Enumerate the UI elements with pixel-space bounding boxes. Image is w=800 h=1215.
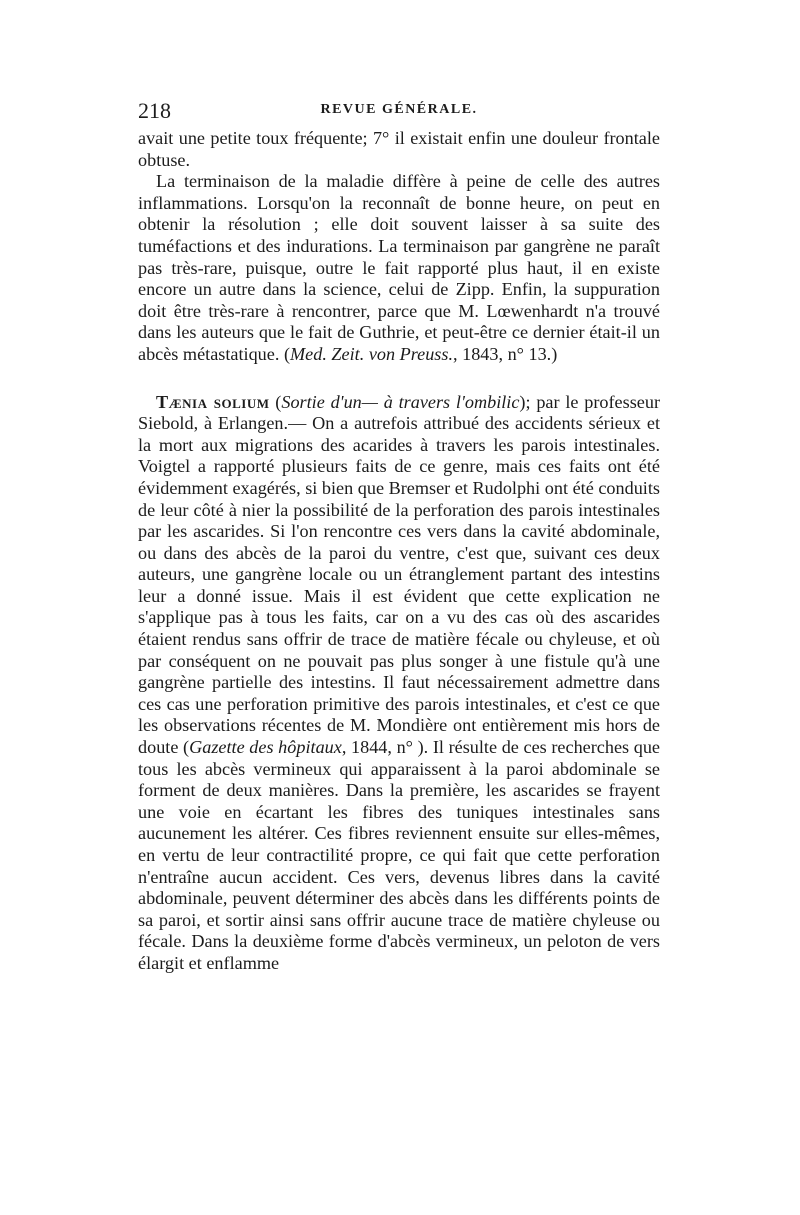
section-separator bbox=[138, 366, 660, 392]
reference-gazette: Gazette des hôpitaux bbox=[189, 737, 342, 758]
article-body: ); par le professeur Siebold, à Erlangen.— On a autrefois attribué des accidents sérieux et la mort aux migrations des acarides à travers les parois intestinales. Voigtel a rapporté plusieurs faits de ce genre, mais ces faits ont été évidemment exagérés, si bien que Bremser et Rudolphi ont été conduits de leur côté à nier la possibilité de la perforation des parois intestinales par les ascarides. Si l'on rencontre ces vers dans la cavité abdominale, ou dans des abcès de la paroi du ventre, c'est que, suivant ces deux auteurs, une gangrène locale ou un étranglement partant des intestins leur a donné issue. Mais il est évident que cette explication ne s'applique pas à tous les faits, car on a vu des cas où des ascarides étaient rendus sans offrir de trace de matière fécale ou chyleuse, et où par conséquent on ne pouvait pas plus songer à une fistule qu'à une gangrène partielle des intestins. Il faut nécessairement admettre dans ces cas une perforation primitive des parois intestinales, et c'est ce que les observations récentes de M. Mondière ont entièrement mis hors de doute ( bbox=[138, 391, 661, 758]
article-subtitle-open: ( bbox=[269, 391, 282, 412]
article-body-continued: , 1844, n° ). Il résulte de ces recherches que tous les abcès vermineux qui apparaissent à la paroi abdominale se forment de deux manières. Dans la première, les ascarides se frayent une voie en écartant les fibres des tuniques intestinales sans aucunement les altérer. Ces fibres reviennent ensuite sur elles-mêmes, en vertu de leur contractilité propre, ce qui fait que cette perforation n'entraîne aucun accident. Ces vers, devenus libres dans la cavité abdominale, peuvent déterminer des abcès dans les différents points de sa paroi, et sortir ainsi sans offrir aucune trace de matière chyleuse ou fécale. Dans la deuxième forme d'abcès vermineux, un peloton de vers élargit et enflamme bbox=[138, 737, 661, 973]
running-head bbox=[138, 96, 660, 128]
paragraph-continuation: avait une petite toux fréquente; 7° il existait enfin une douleur frontale obtuse. bbox=[138, 128, 660, 170]
article-subtitle: Sortie d'un— à travers l'ombilic bbox=[281, 391, 520, 412]
page bbox=[138, 96, 660, 975]
article-title: Tænia solium bbox=[156, 391, 270, 412]
paragraph-terminaison-text: La terminaison de la maladie diffère à peine de celle des autres inflammations. Lorsqu'on la reconnaît de bonne heure, on peut en obtenir la résolution ; elle doit souvent laisser à sa suite des tuméfactions et des indurations. La terminaison par gangrène ne paraît pas très-rare, puisque, outre le fait rapporté plus haut, il en existe encore un autre dans la science, celui de Zipp. Enfin, la suppuration doit être très-rare à rencontrer, parce que M. Lœwenhardt n'a trouvé dans les auteurs que le fait de Guthrie, et peut-être ce dernier était-il un abcès métastatique. ( bbox=[138, 171, 660, 364]
reference-med-zeit-details: , 1843, n° 13.) bbox=[453, 343, 558, 364]
paragraph-taenia bbox=[138, 392, 660, 975]
paragraph-terminaison bbox=[138, 171, 660, 365]
body-text bbox=[138, 128, 660, 975]
reference-med-zeit: Med. Zeit. von Preuss. bbox=[290, 343, 454, 364]
page-number: 218 bbox=[138, 98, 171, 123]
section-title: REVUE GÉNÉRALE. bbox=[320, 102, 478, 117]
